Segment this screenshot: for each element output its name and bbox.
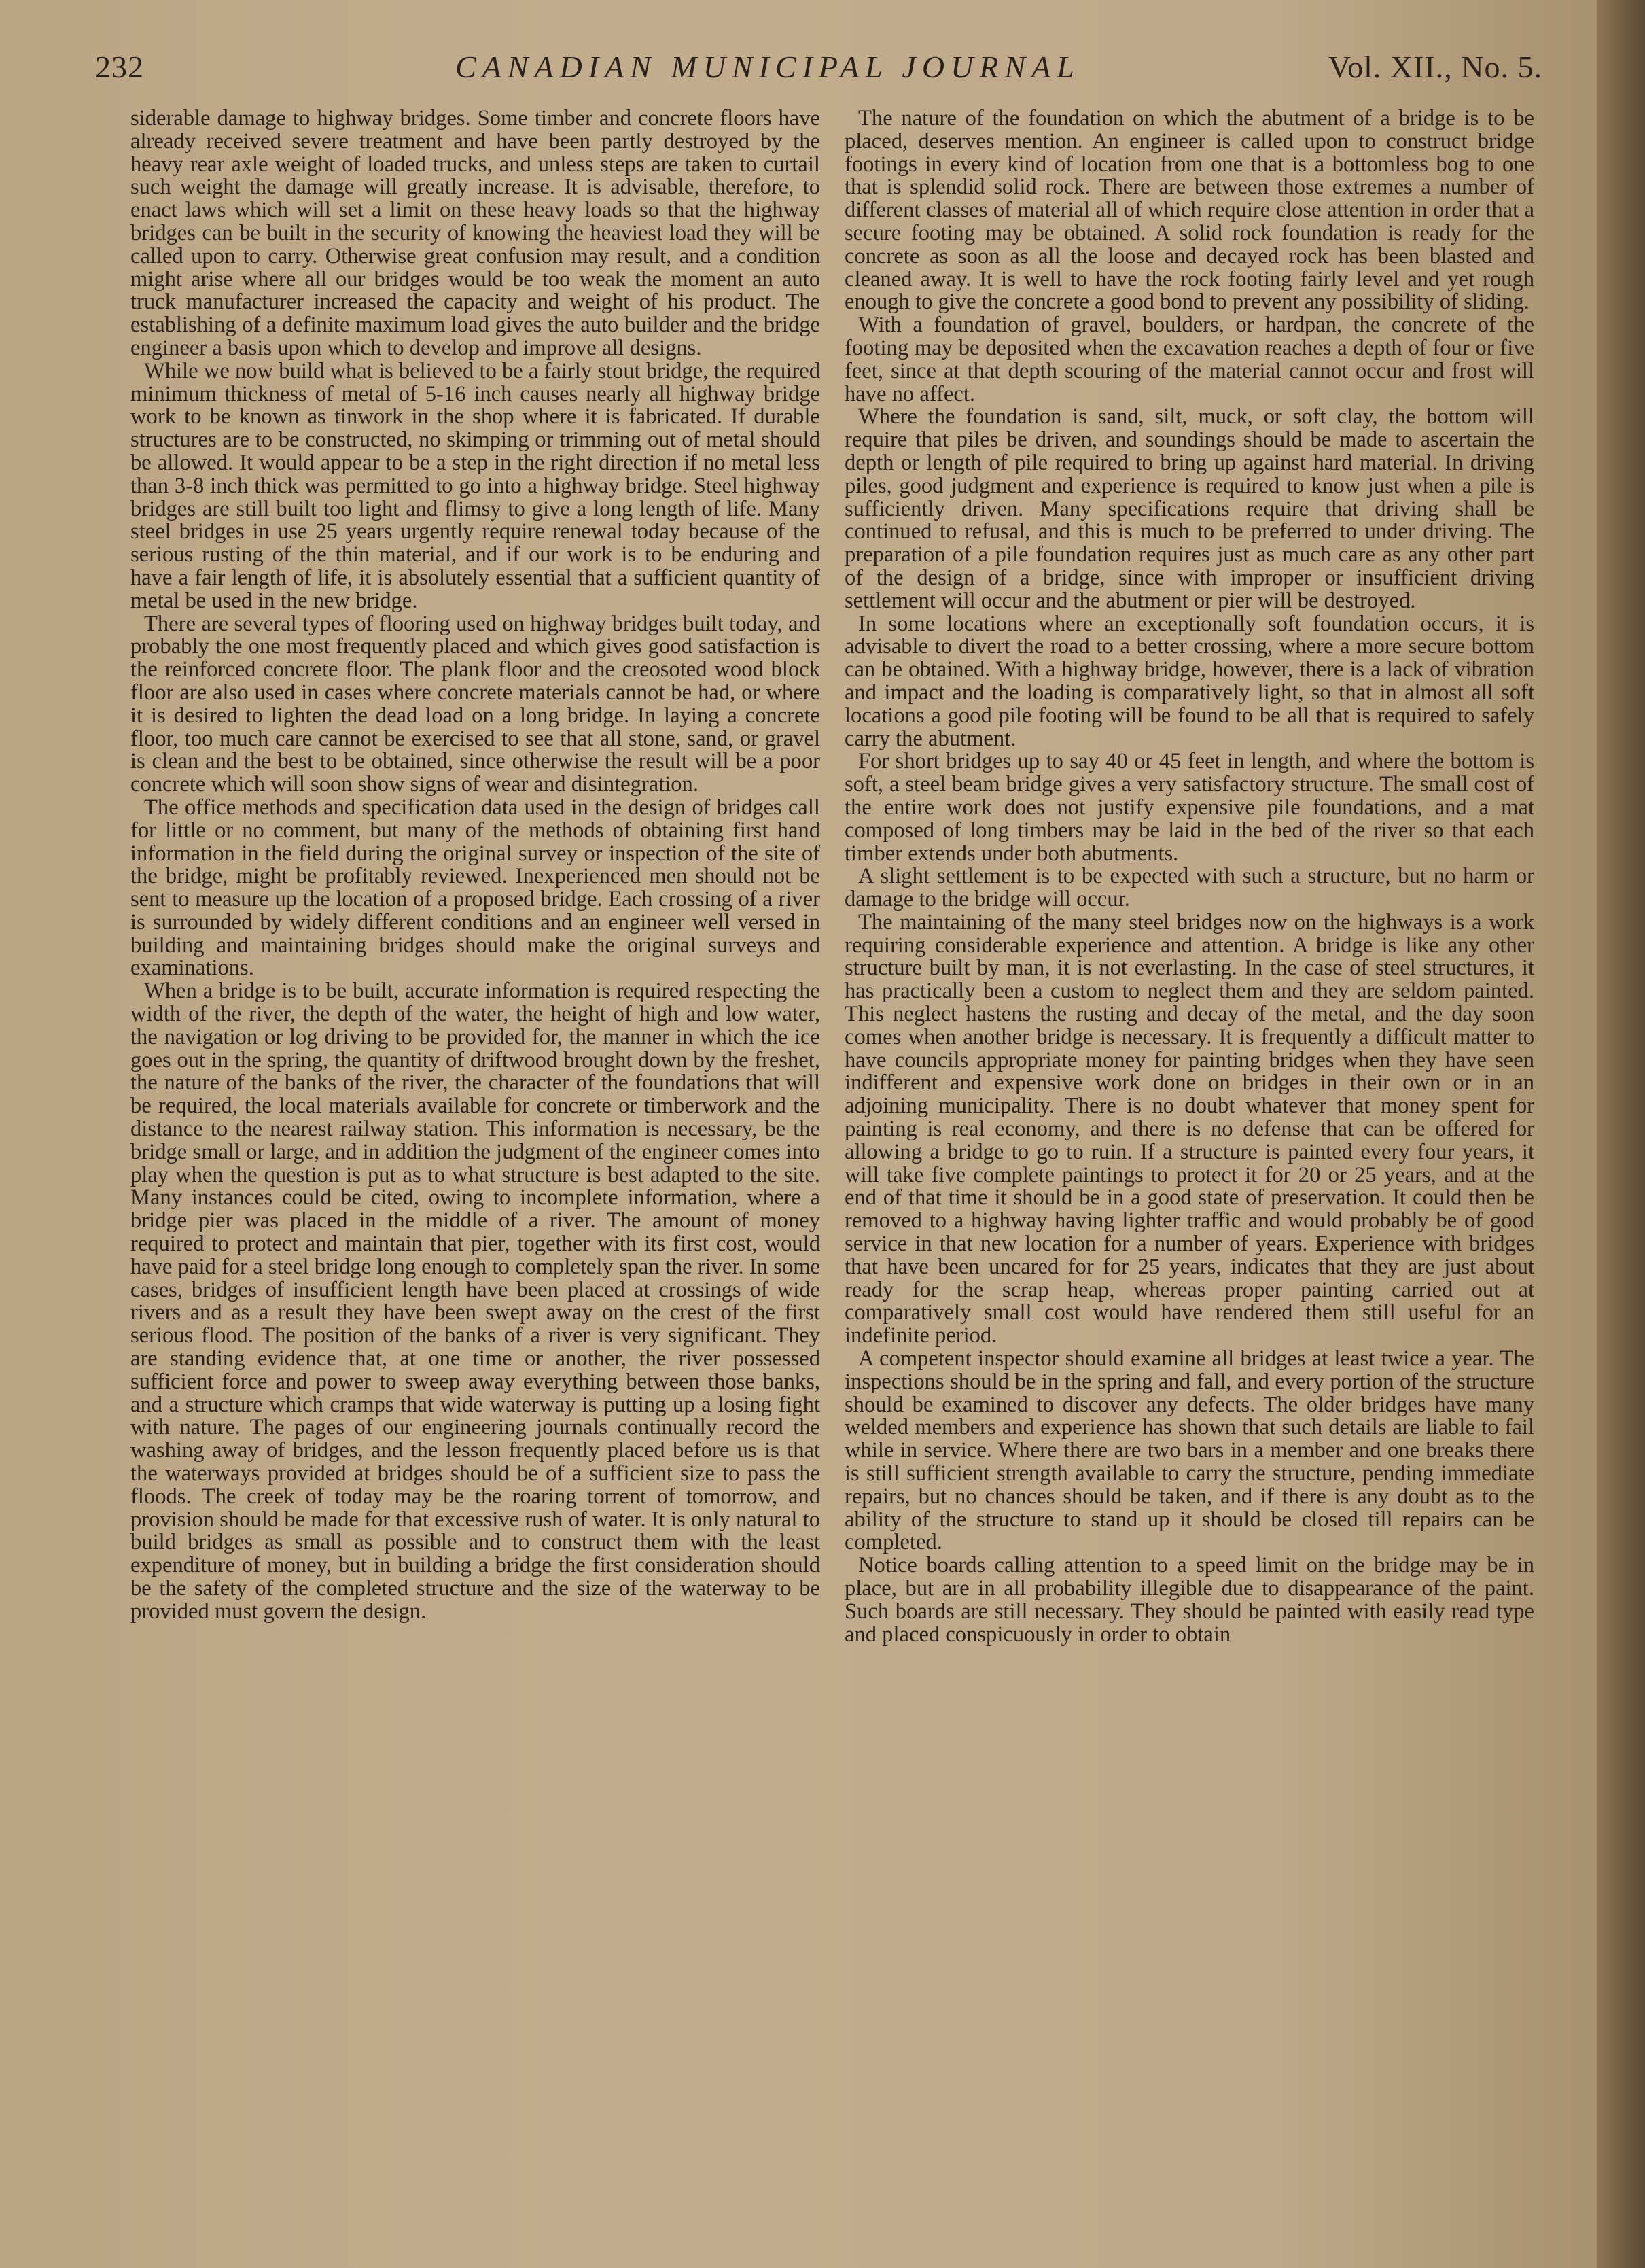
- page-edge-shadow: [1597, 0, 1645, 2268]
- page-number: 232: [95, 50, 144, 84]
- right-column: [845, 107, 1534, 1646]
- paragraph: For short bridges up to say 40 or 45 feet in length, and where the bottom is soft, a steel beam bridge gives a very satisfactory structure. The small cost of the entire work does not justify expensive pile foundations, and a mat composed of long timbers may be laid in the bed of the river so that each timber extends under both abutments.: [845, 749, 1534, 866]
- paragraph: Notice boards calling attention to a speed limit on the bridge may be in place, but are in all probability illegible due to disappearance of the paint. Such boards are still necessary. They should be painted with easily read type and placed conspicuously in order to obtain: [845, 1553, 1534, 1647]
- journal-title: CANADIAN MUNICIPAL JOURNAL: [455, 50, 1080, 84]
- paragraph: There are several types of flooring used on highway bridges built today, and probably the one most frequently placed and which gives good satisfaction is the reinforced concrete floor. The plank floor and the creosoted wood block floor are also used in cases where concrete materials cannot be had, or where it is desired to lighten the dead load on a long bridge. In laying a concrete floor, too much care cannot be exercised to see that all stone, sand, or gravel is clean and the best to be obtained, since otherwise the result will be a poor concrete which will soon show signs of wear and disintegration.: [130, 611, 820, 797]
- paragraph: A competent inspector should examine all bridges at least twice a year. The inspections should be in the spring and fall, and every portion of the structure should be examined to discover any defects. The older bridges have many welded members and experience has shown that such details are liable to fail while in service. Where there are two bars in a member and one breaks there is still sufficient strength available to carry the structure, pending immediate repairs, but no chances should be taken, and if there is any doubt as to the ability of the structure to stand up it should be closed till repairs can be completed.: [845, 1346, 1534, 1555]
- paragraph: Where the foundation is sand, silt, muck, or soft clay, the bottom will require that piles be driven, and soundings should be made to ascertain the depth or length of pile required to bring up against hard material. In driving piles, good judgment and experience is required to know just when a pile is sufficiently driven. Many specifications require that driving shall be continued to refusal, and this is much to be preferred to under driving. The preparation of a pile foundation requires just as much care as any other part of the design of a bridge, since with improper or insufficient driving settlement will occur and the abutment or pier will be destroyed.: [845, 404, 1534, 613]
- paragraph: The office methods and specification data used in the design of bridges call for little or no comment, but many of the methods of obtaining first hand information in the field during the original survey or inspection of the site of the bridge, might be profitably reviewed. Inexperienced men should not be sent to measure up the location of a proposed bridge. Each crossing of a river is surrounded by widely different conditions and an engineer well versed in building and maintaining bridges should make the original surveys and examinations.: [130, 795, 820, 981]
- issue-number: Vol. XII., No. 5.: [1328, 50, 1542, 84]
- paragraph: siderable damage to highway bridges. Some timber and concrete floors have already received severe treatment and have been partly destroyed by the heavy rear axle weight of loaded trucks, and unless steps are taken to curtail such weight the damage will greatly increase. It is advisable, therefore, to enact laws which will set a limit on these heavy loads so that the highway bridges can be built in the security of knowing the heaviest load they will be called upon to carry. Otherwise great confusion may result, and a condition might arise where all our bridges would be too weak the moment an auto truck manufacturer increased the capacity and weight of his product. The establishing of a definite maximum load gives the auto builder and the bridge engineer a basis upon which to develop and improve all designs.: [130, 106, 820, 360]
- paragraph: When a bridge is to be built, accurate information is required respecting the width of the river, the depth of the water, the height of high and low water, the navigation or log driving to be provided for, the manner in which the ice goes out in the spring, the quantity of driftwood brought down by the freshet, the nature of the banks of the river, the character of the foundations that will be required, the local materials available for concrete or timberwork and the distance to the nearest railway station. This information is necessary, be the bridge small or large, and in addition the judgment of the engineer comes into play when the question is put as to what structure is best adapted to the site. Many instances could be cited, owing to incomplete information, where a bridge pier was placed in the middle of a river. The amount of money required to protect and maintain that pier, together with its first cost, would have paid for a steel bridge long enough to completely span the river. In some cases, bridges of insufficient length have been placed at crossings of wide rivers and as a result they have been swept away on the crest of the first serious flood. The position of the banks of a river is very significant. They are standing evidence that, at one time or another, the river possessed sufficient force and power to sweep away everything between those banks, and a structure which cramps that wide waterway is putting up a losing fight with nature. The pages of our engineering journals continually record the washing away of bridges, and the lesson frequently placed before us is that the waterways provided at bridges should be of a sufficient size to pass the floods. The creek of today may be the roaring torrent of tomorrow, and provision should be made for that excessive rush of water. It is only natural to build bridges as small as possible and to construct them with the least expenditure of money, but in building a bridge the first consideration should be the safety of the completed structure and the size of the waterway to be provided must govern the design.: [130, 979, 820, 1624]
- paragraph: With a foundation of gravel, boulders, or hardpan, the concrete of the footing may be deposited when the excavation reaches a depth of four or five feet, since at that depth scouring of the material cannot occur and frost will have no affect.: [845, 313, 1534, 406]
- paragraph: A slight settlement is to be expected with such a structure, but no harm or damage to the bridge will occur.: [845, 864, 1534, 912]
- paragraph: The maintaining of the many steel bridges now on the highways is a work requiring considerable experience and attention. A bridge is like any other structure built by man, it is not everlasting. In the case of steel structures, it has practically been a custom to neglect them and they are seldom painted. This neglect hastens the rusting and decay of the metal, and the day soon comes when another bridge is necessary. It is frequently a difficult matter to have councils appropriate money for painting bridges when they have seen indifferent and expensive work done on bridges in their own or in an adjoining municipality. There is no doubt whatever that money spent for painting is real economy, and there is no defense that can be offered for allowing a bridge to go to ruin. If a structure is painted every four years, it will take five complete paintings to protect it for 20 or 25 years, and at the end of that time it should be in a good state of preservation. It could then be removed to a highway having lighter traffic and would probably be of good service in that new location for a number of years. Experience with bridges that have been uncared for for 25 years, indicates that they are just about ready for the scrap heap, whereas proper painting carried out at comparatively small cost would have rendered them still useful for an indefinite period.: [845, 909, 1534, 1348]
- left-column: [130, 107, 820, 1624]
- paragraph: While we now build what is believed to be a fairly stout bridge, the required minimum thickness of metal of 5-16 inch causes nearly all highway bridge work to be known as tinwork in the shop where it is fabricated. If durable structures are to be constructed, no skimping or trimming out of metal should be allowed. It would appear to be a step in the right direction if no metal less than 3-8 inch thick was permitted to go into a highway bridge. Steel highway bridges are still built too light and flimsy to give a long length of life. Many steel bridges in use 25 years urgently require renewal today because of the serious rusting of the thin material, and if our work is to be enduring and have a fair length of life, it is absolutely essential that a sufficient quantity of metal be used in the new bridge.: [130, 358, 820, 613]
- paragraph: The nature of the foundation on which the abutment of a bridge is to be placed, deserves mention. An engineer is called upon to construct bridge footings in every kind of location from one that is a bottomless bog to one that is splendid solid rock. There are between those extremes a number of different classes of material all of which require close attention in order that a secure footing may be obtained. A solid rock foundation is ready for the concrete as soon as all the loose and decayed rock has been blasted and cleaned away. It is well to have the rock footing fairly level and yet rough enough to give the concrete a good bond to prevent any possibility of sliding.: [845, 106, 1534, 315]
- running-head: [95, 49, 1542, 97]
- paragraph: In some locations where an exceptionally soft foundation occurs, it is advisable to divert the road to a better crossing, where a more secure bottom can be obtained. With a highway bridge, however, there is a lack of vibration and impact and the loading is comparatively light, so that in almost all soft locations a good pile footing will be found to be all that is required to safely carry the abutment.: [845, 611, 1534, 751]
